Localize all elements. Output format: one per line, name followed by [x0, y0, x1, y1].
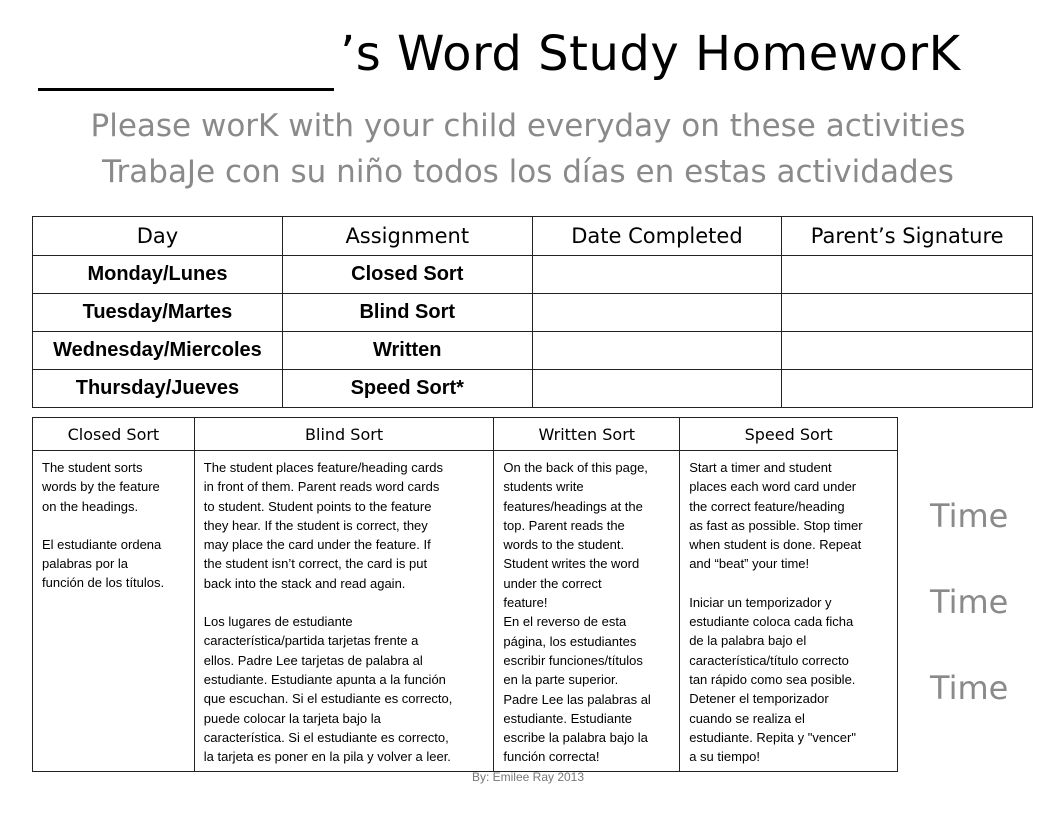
sort-instructions-table — [32, 417, 898, 772]
date-completed-cell[interactable] — [532, 256, 782, 294]
assignment-cell: Speed Sort* — [282, 370, 532, 408]
table-row — [33, 294, 1033, 332]
title-row — [38, 20, 1028, 92]
speed-sort-description — [680, 451, 898, 772]
signature-cell[interactable] — [782, 294, 1033, 332]
header-parent-signature: Parent’s Signature — [782, 217, 1033, 256]
subtitle-spanish: TrabaJe con su niño todos los días en estas actividades — [102, 154, 954, 190]
blind-sort-english: The student places feature/heading cards in front of them. Parent reads word cards to student. Student points to the feature they hear. If the student is correct, they may place the card under the feature. If the student isn’t correct, the card is put back into the stack and read again. — [203, 460, 443, 591]
day-cell: Thursday/Jueves — [33, 370, 283, 408]
speed-sort-english: Start a timer and student places each word card under the correct feature/heading as fast as possible. Stop timer when student is done. Repeat and “beat” your time! — [689, 460, 863, 572]
assignment-cell: Closed Sort — [282, 256, 532, 294]
date-completed-cell[interactable] — [532, 332, 782, 370]
assignment-cell: Blind Sort — [282, 294, 532, 332]
blind-sort-description — [194, 451, 494, 772]
day-cell: Wednesday/Miercoles — [33, 332, 283, 370]
sort-description-row — [33, 451, 898, 772]
signature-cell[interactable] — [782, 332, 1033, 370]
signature-cell[interactable] — [782, 256, 1033, 294]
header-date-completed: Date Completed — [532, 217, 782, 256]
speed-sort-spanish: Iniciar un temporizador y estudiante coloca cada ficha de la palabra bajo el característica/título correcto tan rápido como sea posible. Detener el temporizador cuando se realiza el estudiante. Repita y "vencer" a su tiempo! — [689, 594, 856, 765]
subtitle-english: Please worK with your child everyday on these activities — [90, 108, 966, 144]
written-sort-text: On the back of this page, students write features/headings at the top. Parent reads the words to the student. Student writes the word under the correct feature! En el reverso de esta página, los estudiantes escribir funciones/títulos en la parte superior. Padre Lee las palabras al estudiante. Estudiante escribe la palabra bajo la función correcta! — [503, 460, 651, 765]
blind-sort-spanish: Los lugares de estudiante característica/partida tarjetas frente a ellos. Padre Lee tarjetas de palabra al estudiante. Estudiante apunta a la función que escuchan. Si el estudiante es correcto, puede colocar la tarjeta bajo la característica. Si el estudiante es correcto, la tarjeta es poner en la pila y volver a leer. — [203, 614, 453, 765]
table-row — [33, 332, 1033, 370]
table-row — [33, 370, 1033, 408]
closed-sort-spanish: El estudiante ordena palabras por la función de los títulos. — [42, 536, 165, 591]
student-name-blank — [38, 88, 334, 91]
written-sort-description — [494, 451, 680, 772]
assignment-cell: Written — [282, 332, 532, 370]
time-label: Time — [930, 583, 1009, 621]
header-assignment: Assignment — [282, 217, 532, 256]
date-completed-cell[interactable] — [532, 370, 782, 408]
author-credit: By: Emilee Ray 2013 — [471, 770, 585, 784]
day-cell: Monday/Lunes — [33, 256, 283, 294]
page-title: ’s Word Study HomeworK — [340, 26, 961, 82]
header-speed-sort: Speed Sort — [680, 418, 898, 451]
table-row — [33, 256, 1033, 294]
assignment-table — [32, 216, 1033, 408]
closed-sort-description — [33, 451, 195, 772]
closed-sort-english: The student sorts words by the feature on the headings. — [42, 460, 160, 514]
header-day: Day — [33, 217, 283, 256]
day-cell: Tuesday/Martes — [33, 294, 283, 332]
time-label: Time — [930, 669, 1009, 707]
header-closed-sort: Closed Sort — [33, 418, 195, 451]
assignment-header-row — [33, 217, 1033, 256]
sort-header-row — [33, 418, 898, 451]
signature-cell[interactable] — [782, 370, 1033, 408]
header-written-sort: Written Sort — [494, 418, 680, 451]
header-blind-sort: Blind Sort — [194, 418, 494, 451]
time-label: Time — [930, 497, 1009, 535]
date-completed-cell[interactable] — [532, 294, 782, 332]
